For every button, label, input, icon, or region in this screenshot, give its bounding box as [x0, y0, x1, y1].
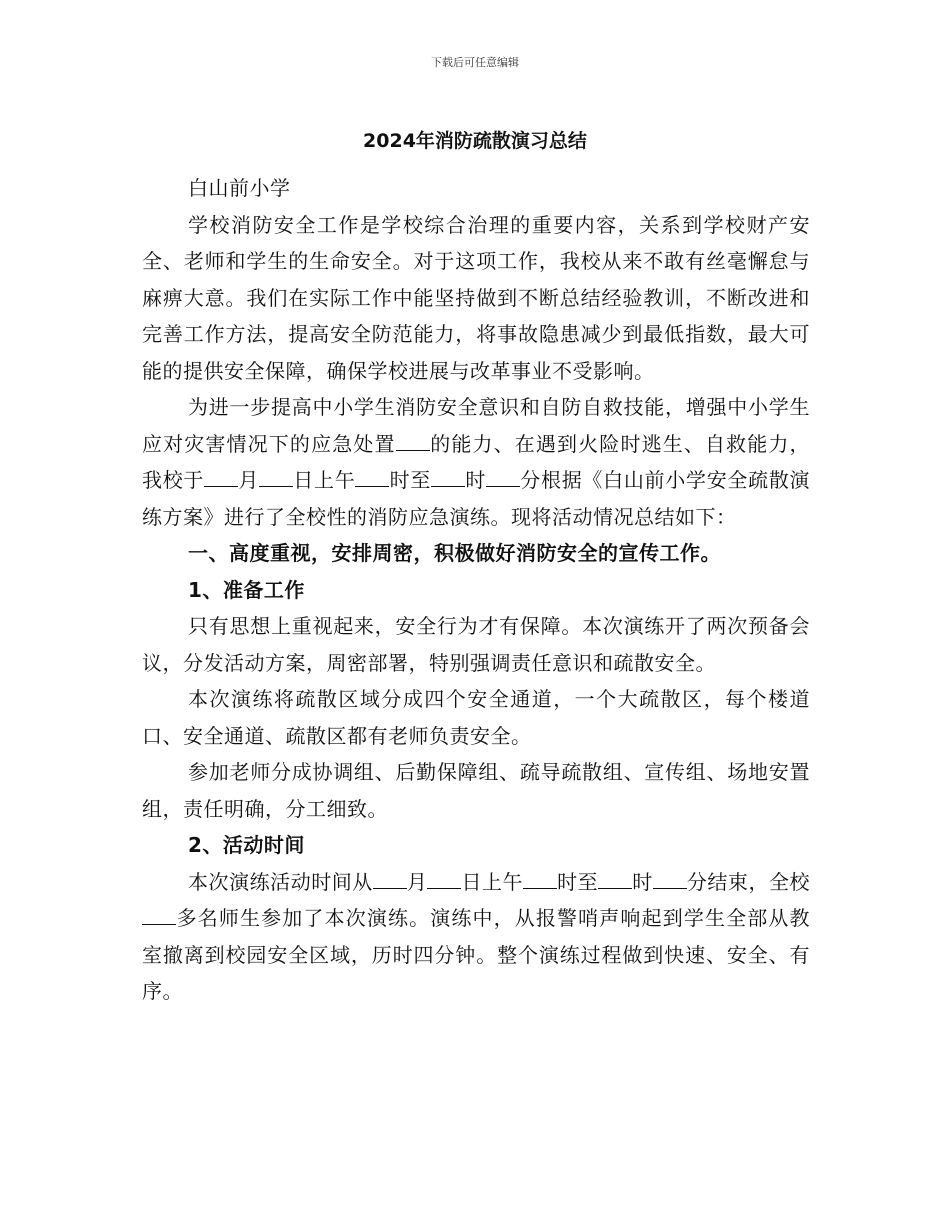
paragraph-purpose: [142, 389, 810, 535]
fill-in-blank: [431, 466, 465, 487]
fill-in-blank: [523, 868, 557, 889]
document-body: [142, 170, 810, 1010]
text-run: 时: [632, 869, 653, 894]
text-run: 为进一步提高中小学生消防安全意识和自防自救技能，增强中小学生应对灾害情况下的应急处置: [142, 395, 810, 456]
text-run: 分结束，全校: [686, 869, 811, 894]
text-run: 多名师生参加了本次演练。演练中，从报警哨声响起到学生全部从教室撤离到校园安全区域，历时四分钟。整个演练过程做到快速、安全、有序。: [142, 906, 810, 1003]
fill-in-blank: [204, 466, 238, 487]
fill-in-blank: [373, 868, 407, 889]
fill-in-blank: [653, 868, 687, 889]
fill-in-blank: [396, 430, 430, 451]
subsection-heading-time: 2、活动时间: [188, 833, 305, 857]
section-heading-1: 一、高度重视，安排周密，积极做好消防安全的宣传工作。: [188, 541, 721, 565]
text-run: 分根据《白山前小学安全疏散演练方案》进行了全校性的消防应急演练。现将活动情况总结如下：: [142, 468, 811, 529]
fill-in-blank: [259, 466, 293, 487]
subsection-heading-preparation: 1、准备工作: [188, 577, 305, 602]
paragraph-evacuation-areas: 本次演练将疏散区域分成四个安全通道，一个大疏散区，每个楼道口、安全通道、疏散区都有老师负责安全。: [142, 687, 810, 748]
paragraph-activity-time: [142, 864, 810, 1010]
text-run: 时至: [389, 468, 432, 492]
text-run: 本次演练活动时间从: [188, 869, 373, 894]
paragraph-teacher-groups: 参加老师分成协调组、后勤保障组、疏导疏散组、宣传组、场地安置组，责任明确，分工细致。: [142, 760, 810, 821]
page-title: 2024年消防疏散演习总结: [363, 130, 587, 152]
fill-in-blank: [142, 904, 176, 925]
text-run: 日上午: [293, 468, 356, 492]
text-run: 时: [465, 468, 487, 492]
fill-in-blank: [486, 466, 520, 487]
fill-in-blank: [355, 466, 389, 487]
text-run: 月: [406, 869, 428, 894]
paragraph-preparation: 只有思想上重视起来，安全行为才有保障。本次演练开了两次预备会议，分发活动方案，周密部署，特别强调责任意识和疏散安全。: [142, 614, 810, 675]
text-run: 时至: [557, 869, 599, 894]
fill-in-blank: [598, 868, 632, 889]
text-run: 日上午: [461, 869, 524, 894]
text-run: 月: [238, 468, 260, 492]
author-line: 白山前小学: [188, 176, 291, 200]
header-note: 下载后可任意编辑: [431, 56, 519, 69]
fill-in-blank: [427, 868, 461, 889]
paragraph-intro: 学校消防安全工作是学校综合治理的重要内容，关系到学校财产安全、老师和学生的生命安全。对于这项工作，我校从来不敢有丝毫懈怠与麻痹大意。我们在实际工作中能坚持做到不断总结经验教训，不断改进和完善工作方法，提高安全防范能力，将事故隐患减少到最低指数，最大可能的提供安全保障，确保学校进展与改革事业不受影响。: [142, 212, 810, 383]
text-run: 的能力、在遇到火险时逃生、自救能力，我校于: [142, 431, 811, 492]
